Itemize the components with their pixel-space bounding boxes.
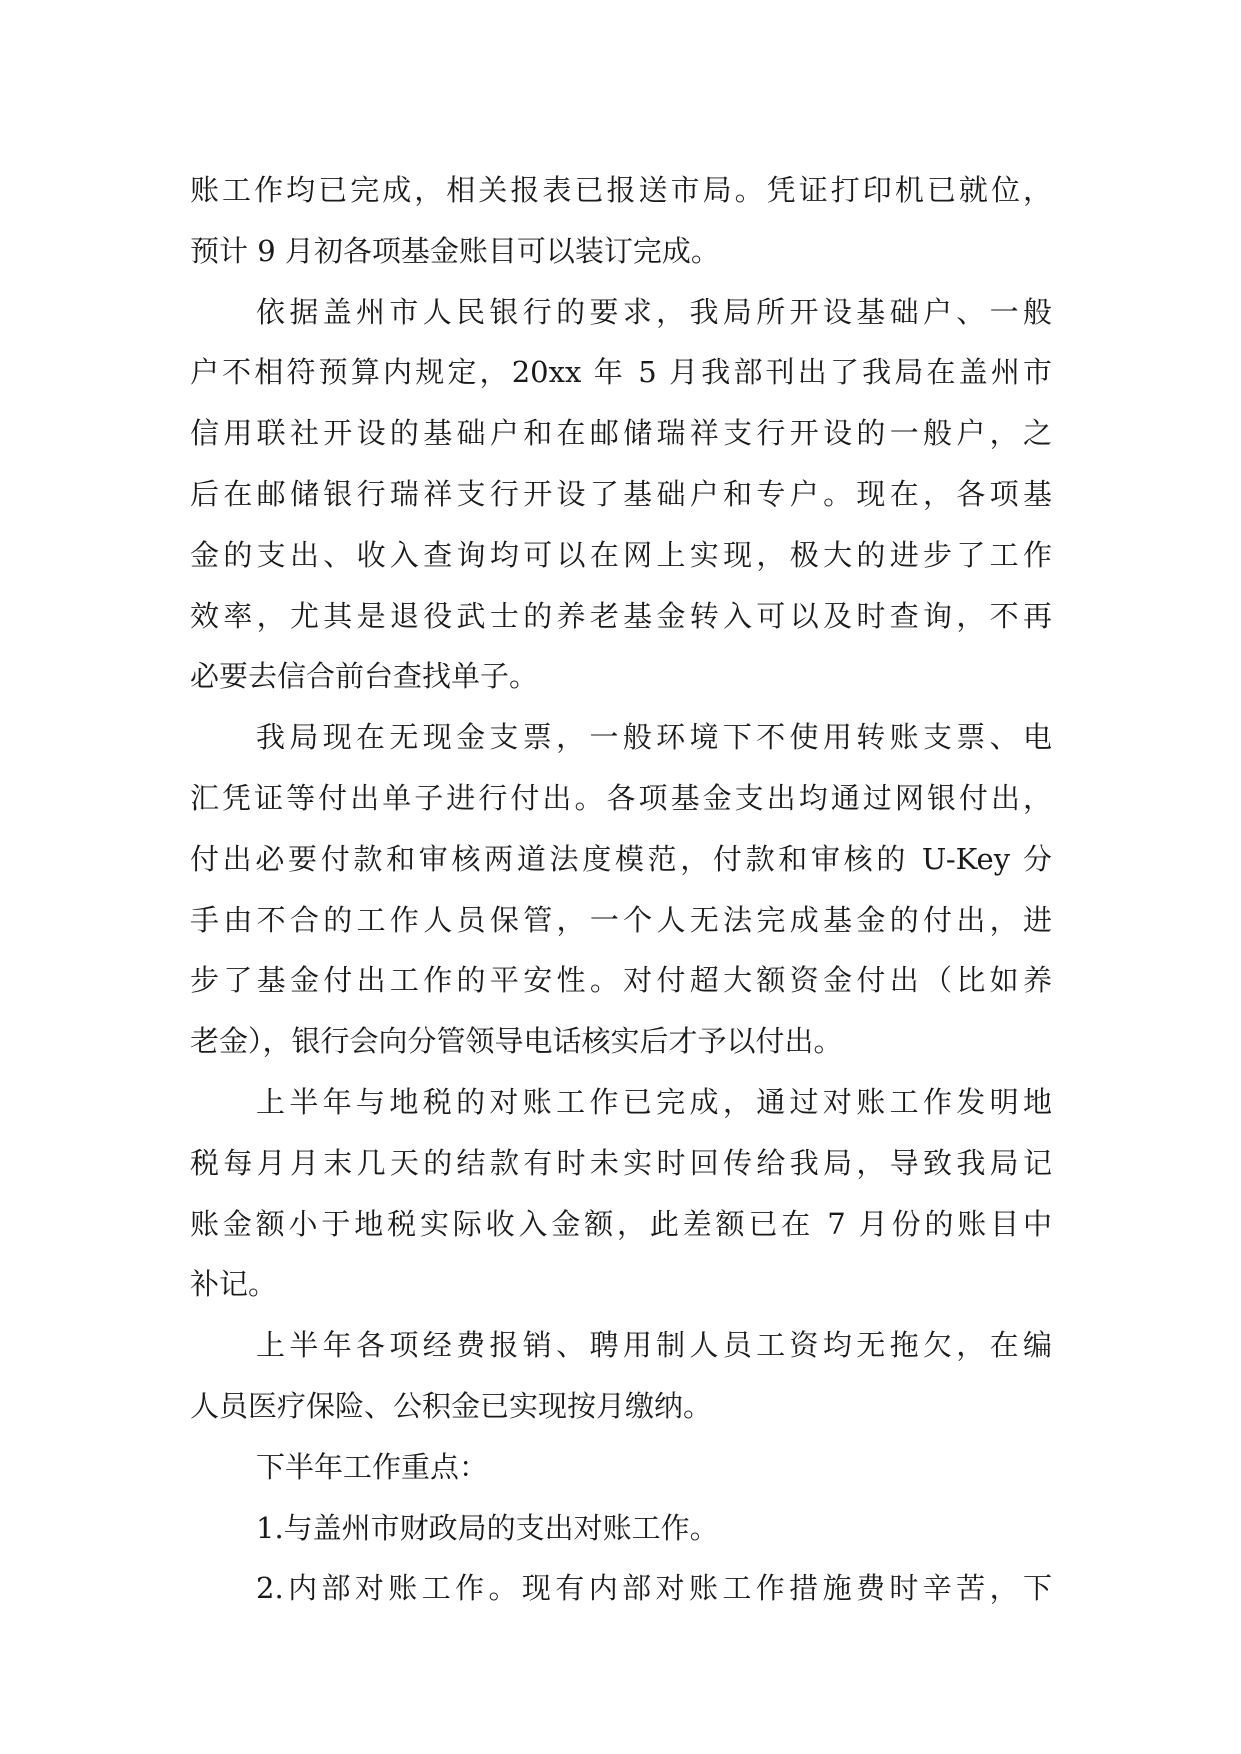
paragraph-start-line: 我局现在无现金支票，一般环境下不使用转账支票、电 [256,720,1052,755]
text-line: 信用联社开设的基础户和在邮储瑞祥支行开设的一般户，之 [190,416,1052,451]
text-line: 付出必要付款和审核两道法度模范，付款和审核的 U-Key 分 [190,841,1052,876]
text-line: 必要去信合前台查找单子。 [190,659,539,694]
section-heading: 下半年工作重点： [256,1449,489,1484]
text-line: 效率，尤其是退役武士的养老基金转入可以及时查询，不再 [190,598,1052,633]
document-body [190,160,1052,1619]
paragraph-start-line: 上半年与地税的对账工作已完成，通过对账工作发明地 [256,1084,1052,1119]
text-line: 汇凭证等付出单子进行付出。各项基金支出均通过网银付出， [190,780,1052,815]
paragraph-start-line: 依据盖州市人民银行的要求，我局所开设基础户、一般 [256,294,1052,329]
text-line: 人员医疗保险、公积金已实现按月缴纳。 [190,1388,713,1423]
paragraph-start-line: 上半年各项经费报销、聘用制人员工资均无拖欠，在编 [256,1328,1052,1363]
text-line: 税每月月末几天的结款有时未实时回传给我局，导致我局记 [190,1145,1052,1180]
text-line: 步了基金付出工作的平安性。对付超大额资金付出（比如养 [190,963,1052,998]
list-item: 2.内部对账工作。现有内部对账工作措施费时辛苦，下 [256,1571,1052,1606]
text-line: 户不相符预算内规定，20xx 年 5 月我部刊出了我局在盖州市 [190,355,1052,390]
list-item: 1.与盖州市财政局的支出对账工作。 [256,1510,719,1545]
text-line: 补记。 [190,1267,278,1302]
text-line: 账工作均已完成，相关报表已报送市局。凭证打印机已就位， [190,173,1052,207]
text-line: 账金额小于地税实际收入金额，此差额已在 7 月份的账目中 [190,1206,1052,1241]
text-line: 金的支出、收入查询均可以在网上实现，极大的进步了工作 [190,537,1052,572]
text-line: 预计 9 月初各项基金账目可以装订完成。 [190,233,720,268]
text-line: 后在邮储银行瑞祥支行开设了基础户和专户。现在，各项基 [190,476,1052,511]
text-line: 手由不合的工作人员保管，一个人无法完成基金的付出，进 [190,902,1052,937]
text-line: 老金），银行会向分管领导电话核实后才予以付出。 [190,1024,843,1059]
